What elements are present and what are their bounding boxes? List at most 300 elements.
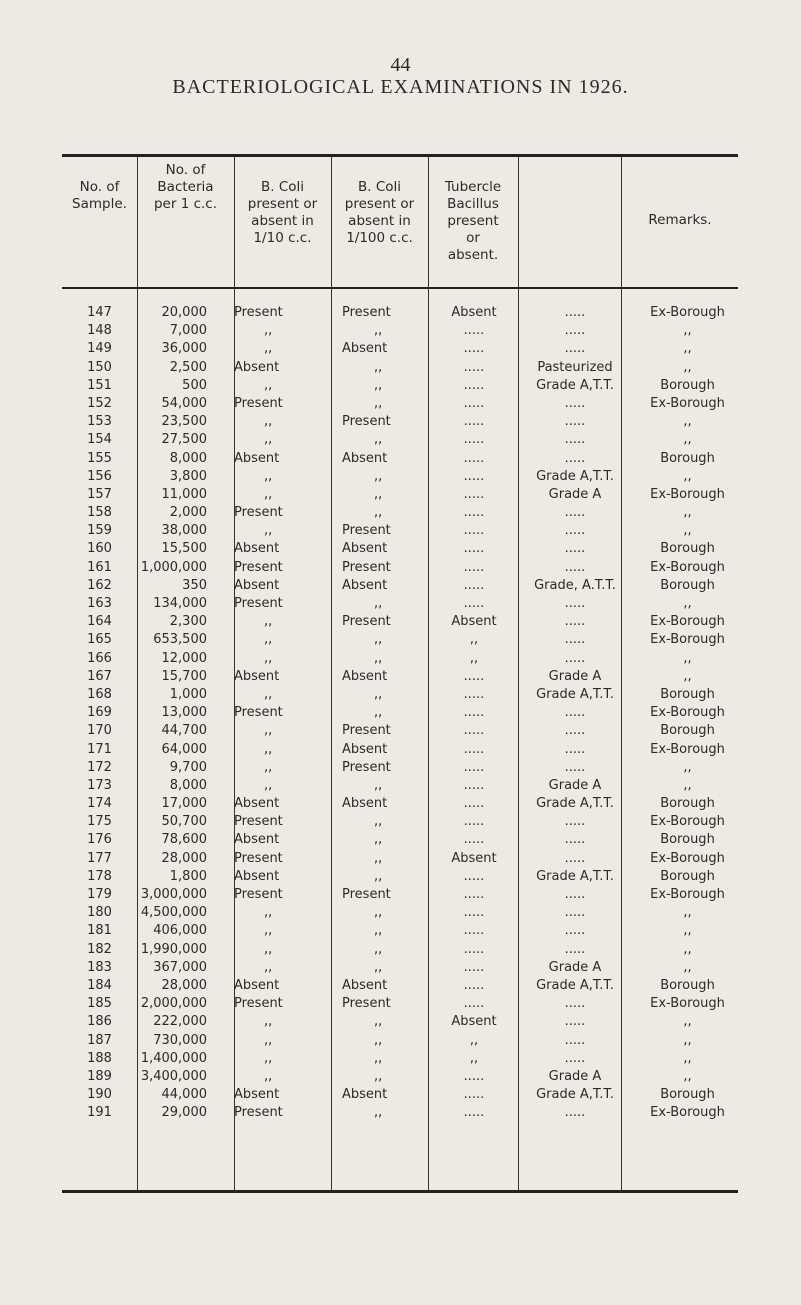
bacteria-count: 15,700: [161, 668, 207, 684]
coli-100-result: ,,: [374, 1105, 383, 1121]
remarks: Borough: [660, 723, 715, 739]
coli-100-result: ,,: [374, 923, 383, 939]
coli-10-result: Absent: [234, 832, 280, 848]
coli-10-result: Present: [234, 559, 283, 575]
sample-number: 171: [87, 741, 112, 757]
table-row: [62, 777, 738, 795]
bacteria-count: 134,000: [153, 596, 207, 611]
remarks: Borough: [660, 796, 715, 812]
tubercle-result: ,,: [469, 1050, 479, 1066]
table-row: [62, 813, 738, 831]
sample-number: 157: [87, 486, 112, 502]
milk-grade: Grade A,T.T.: [536, 1087, 614, 1103]
sample-number: 156: [87, 468, 112, 484]
table-row: [62, 631, 738, 649]
remarks: Borough: [660, 541, 715, 557]
coli-10-result: ,,: [264, 686, 273, 702]
coli-10-result: ,,: [264, 1014, 273, 1030]
milk-grade: .....: [564, 614, 586, 630]
coli-100-result: ,,: [374, 650, 383, 666]
table-row: [62, 359, 738, 377]
sample-number: 185: [87, 996, 112, 1012]
tubercle-result: .....: [463, 432, 485, 448]
coli-100-result: ,,: [374, 432, 383, 448]
coli-100-result: ,,: [374, 486, 383, 502]
bacteria-count: 11,000: [161, 486, 207, 502]
bacteria-count: 3,400,000: [140, 1068, 207, 1084]
milk-grade: .....: [564, 850, 586, 866]
coli-10-result: Present: [234, 395, 283, 411]
milk-grade: .....: [564, 323, 586, 339]
coli-10-result: ,,: [264, 486, 273, 502]
coli-10-result: ,,: [264, 759, 273, 775]
tubercle-result: .....: [463, 377, 485, 393]
table-row: [62, 450, 738, 468]
table-row: [62, 904, 738, 922]
tubercle-result: .....: [463, 505, 485, 521]
coli-100-result: ,,: [374, 323, 383, 339]
sample-number: 166: [87, 650, 112, 666]
bacteria-count: 38,000: [161, 523, 207, 539]
header-separator-rule: [62, 287, 738, 289]
header-coli-100: B. Coli present or absent in 1/100 c.c.: [344, 179, 415, 246]
coli-100-result: ,,: [374, 395, 383, 411]
coli-100-result: Present: [342, 996, 391, 1012]
coli-100-result: Present: [342, 723, 391, 739]
milk-grade: .....: [564, 505, 586, 521]
milk-grade: .....: [564, 741, 586, 757]
coli-100-result: ,,: [374, 814, 383, 830]
table-row: [62, 686, 738, 704]
tubercle-result: .....: [463, 777, 485, 793]
bacteria-count: 44,000: [161, 1087, 207, 1103]
coli-100-result: ,,: [374, 941, 383, 957]
milk-grade: .....: [564, 759, 586, 775]
remarks: ,,: [683, 650, 692, 666]
table-row: [62, 668, 738, 686]
coli-100-result: ,,: [374, 905, 383, 921]
milk-grade: .....: [564, 596, 586, 611]
milk-grade: Grade A,T.T.: [536, 868, 614, 884]
sample-number: 175: [87, 814, 112, 830]
milk-grade: .....: [564, 905, 586, 921]
remarks: ,,: [683, 1050, 692, 1066]
remarks: ,,: [683, 468, 692, 484]
milk-grade: Grade A,T.T.: [536, 796, 614, 812]
bacteria-count: 3,800: [169, 468, 207, 484]
sample-number: 191: [87, 1105, 112, 1121]
coli-100-result: Present: [342, 887, 391, 902]
bacteria-count: 222,000: [153, 1014, 207, 1030]
table-row: [62, 413, 738, 431]
coli-100-result: ,,: [374, 1032, 383, 1048]
coli-100-result: ,,: [374, 686, 383, 702]
coli-10-result: Absent: [234, 796, 280, 812]
table-row: [62, 995, 738, 1013]
bacteria-count: 8,000: [169, 777, 207, 793]
coli-100-result: Absent: [342, 977, 388, 993]
remarks: Ex-Borough: [650, 996, 725, 1012]
tubercle-result: ,,: [469, 650, 479, 666]
tubercle-result: .....: [463, 723, 485, 739]
remarks: Ex-Borough: [650, 632, 725, 648]
table-row: [62, 304, 738, 322]
table-row: [62, 704, 738, 722]
milk-grade: .....: [564, 1014, 586, 1030]
remarks: Borough: [660, 686, 715, 702]
table-bottom-rule: [62, 1190, 738, 1193]
bacteria-count: 8,000: [169, 450, 207, 466]
table-row: [62, 613, 738, 631]
remarks: ,,: [683, 596, 692, 611]
coli-10-result: ,,: [264, 959, 273, 975]
remarks: ,,: [683, 1068, 692, 1084]
remarks: ,,: [683, 1032, 692, 1048]
milk-grade: .....: [564, 832, 586, 848]
sample-number: 149: [87, 341, 112, 357]
coli-100-result: ,,: [374, 359, 383, 375]
coli-10-result: ,,: [264, 323, 273, 339]
milk-grade: Grade A,T.T.: [536, 686, 614, 702]
coli-100-result: Present: [342, 759, 391, 775]
tubercle-result: .....: [463, 1087, 485, 1103]
tubercle-result: Absent: [451, 305, 497, 320]
bacteria-count: 500: [182, 377, 207, 393]
table-row: [62, 977, 738, 995]
coli-100-result: Absent: [342, 1087, 388, 1103]
milk-grade: .....: [564, 632, 586, 648]
coli-10-result: Absent: [234, 1087, 280, 1103]
remarks: Ex-Borough: [650, 1105, 725, 1121]
sample-number: 161: [87, 559, 112, 575]
tubercle-result: .....: [463, 523, 485, 539]
coli-10-result: ,,: [264, 614, 273, 630]
bacteria-count: 23,500: [161, 414, 207, 430]
coli-100-result: ,,: [374, 868, 383, 884]
tubercle-result: .....: [463, 686, 485, 702]
tubercle-result: .....: [463, 705, 485, 721]
coli-10-result: Absent: [234, 668, 280, 684]
milk-grade: Grade A: [548, 486, 602, 502]
sample-number: 165: [87, 632, 112, 648]
coli-10-result: Absent: [234, 977, 280, 993]
sample-number: 188: [87, 1050, 112, 1066]
tubercle-result: .....: [463, 541, 485, 557]
table-row: [62, 650, 738, 668]
coli-100-result: Absent: [342, 796, 388, 812]
bacteria-count: 13,000: [161, 705, 207, 721]
coli-100-result: ,,: [374, 832, 383, 848]
tubercle-result: .....: [463, 596, 485, 611]
table-row: [62, 922, 738, 940]
coli-100-result: ,,: [374, 505, 383, 521]
bacteria-count: 653,500: [153, 632, 207, 648]
sample-number: 153: [87, 414, 112, 430]
sample-number: 154: [87, 432, 112, 448]
milk-grade: Grade A,T.T.: [536, 377, 614, 393]
tubercle-result: .....: [463, 814, 485, 830]
bacteria-count: 9,700: [169, 759, 207, 775]
coli-10-result: ,,: [264, 377, 273, 393]
tubercle-result: .....: [463, 668, 485, 684]
bacteria-count: 50,700: [161, 814, 207, 830]
tubercle-result: .....: [463, 414, 485, 430]
remarks: Ex-Borough: [650, 559, 725, 575]
table-row: [62, 722, 738, 740]
sample-number: 186: [87, 1014, 112, 1030]
tubercle-result: .....: [463, 323, 485, 339]
header-remarks: Remarks.: [648, 212, 712, 228]
tubercle-result: Absent: [451, 614, 497, 630]
tubercle-result: .....: [463, 468, 485, 484]
page-title: BACTERIOLOGICAL EXAMINATIONS IN 1926.: [172, 76, 629, 98]
remarks: ,,: [683, 359, 692, 375]
coli-10-result: Absent: [234, 868, 280, 884]
sample-number: 158: [87, 505, 112, 521]
tubercle-result: .....: [463, 577, 485, 593]
coli-100-result: ,,: [374, 1014, 383, 1030]
remarks: Borough: [660, 832, 715, 848]
table-row: [62, 1086, 738, 1104]
remarks: ,,: [683, 941, 692, 957]
table-row: [62, 850, 738, 868]
tubercle-result: .....: [463, 450, 485, 466]
bacteria-count: 2,000,000: [140, 996, 207, 1012]
bacteria-count: 36,000: [161, 341, 207, 357]
bacteria-count: 2,500: [169, 359, 207, 375]
sample-number: 184: [87, 977, 112, 993]
table-row: [62, 868, 738, 886]
sample-number: 179: [87, 887, 112, 902]
coli-10-result: ,,: [264, 632, 273, 648]
remarks: Borough: [660, 450, 715, 466]
table-row: [62, 322, 738, 340]
sample-number: 168: [87, 686, 112, 702]
bacteria-count: 730,000: [153, 1032, 207, 1048]
tubercle-result: .....: [463, 1105, 485, 1121]
coli-100-result: ,,: [374, 705, 383, 721]
bacteria-count: 1,000: [169, 686, 207, 702]
milk-grade: .....: [564, 432, 586, 448]
tubercle-result: Absent: [451, 850, 497, 866]
coli-10-result: ,,: [264, 523, 273, 539]
sample-number: 187: [87, 1032, 112, 1048]
sample-number: 173: [87, 777, 112, 793]
tubercle-result: .....: [463, 741, 485, 757]
table-top-rule: [62, 154, 738, 157]
remarks: ,,: [683, 668, 692, 684]
remarks: Ex-Borough: [650, 486, 725, 502]
milk-grade: .....: [564, 1050, 586, 1066]
coli-10-result: ,,: [264, 1050, 273, 1066]
coli-10-result: ,,: [264, 1032, 273, 1048]
milk-grade: .....: [564, 305, 586, 320]
table-body: [62, 304, 738, 1122]
table-row: [62, 540, 738, 558]
sample-number: 180: [87, 905, 112, 921]
table-row: [62, 886, 738, 904]
table-row: [62, 941, 738, 959]
header-coli-10: B. Coli present or absent in 1/10 c.c.: [247, 179, 318, 246]
tubercle-result: .....: [463, 996, 485, 1012]
bacteria-count: 1,000,000: [140, 559, 207, 575]
sample-number: 177: [87, 850, 112, 866]
bacteria-count: 20,000: [161, 305, 207, 320]
remarks: Ex-Borough: [650, 395, 725, 411]
coli-100-result: Absent: [342, 741, 388, 757]
milk-grade: Pasteurized: [537, 359, 613, 375]
header-bacteria: No. of Bacteria per 1 c.c.: [153, 162, 218, 212]
tubercle-result: .....: [463, 959, 485, 975]
sample-number: 162: [87, 577, 112, 593]
coli-10-result: ,,: [264, 741, 273, 757]
coli-100-result: ,,: [374, 468, 383, 484]
bacteria-count: 3,000,000: [140, 887, 207, 902]
milk-grade: .....: [564, 341, 586, 357]
sample-number: 181: [87, 923, 112, 939]
remarks: ,,: [683, 959, 692, 975]
coli-10-result: ,,: [264, 468, 273, 484]
tubercle-result: .....: [463, 796, 485, 812]
coli-10-result: ,,: [264, 905, 273, 921]
bacteria-count: 1,800: [169, 868, 207, 884]
tubercle-result: .....: [463, 359, 485, 375]
milk-grade: .....: [564, 1032, 586, 1048]
coli-100-result: Absent: [342, 341, 388, 357]
sample-number: 178: [87, 868, 112, 884]
tubercle-result: Absent: [451, 1014, 497, 1030]
sample-number: 160: [87, 541, 112, 557]
tubercle-result: .....: [463, 887, 485, 902]
bacteria-count: 1,990,000: [140, 941, 207, 957]
coli-10-result: Present: [234, 850, 283, 866]
sample-number: 183: [87, 959, 112, 975]
coli-10-result: Present: [234, 887, 283, 902]
tubercle-result: .....: [463, 341, 485, 357]
coli-100-result: Absent: [342, 450, 388, 466]
bacteria-count: 2,300: [169, 614, 207, 630]
table-row: [62, 1068, 738, 1086]
sample-number: 159: [87, 523, 112, 539]
table-row: [62, 486, 738, 504]
bacteria-count: 15,500: [161, 541, 207, 557]
milk-grade: .....: [564, 705, 586, 721]
remarks: ,,: [683, 323, 692, 339]
milk-grade: .....: [564, 996, 586, 1012]
milk-grade: Grade A: [548, 1068, 602, 1084]
table-row: [62, 759, 738, 777]
milk-grade: .....: [564, 650, 586, 666]
bacteria-count: 1,400,000: [140, 1050, 207, 1066]
remarks: ,,: [683, 505, 692, 521]
table-row: [62, 522, 738, 540]
remarks: Borough: [660, 377, 715, 393]
milk-grade: Grade A,T.T.: [536, 468, 614, 484]
tubercle-result: .....: [463, 977, 485, 993]
coli-10-result: ,,: [264, 1068, 273, 1084]
sample-number: 150: [87, 359, 112, 375]
bacteria-count: 4,500,000: [140, 905, 207, 921]
tubercle-result: .....: [463, 486, 485, 502]
table-row: [62, 1050, 738, 1068]
tubercle-result: .....: [463, 395, 485, 411]
tubercle-result: ,,: [469, 632, 479, 648]
coli-100-result: Absent: [342, 668, 388, 684]
milk-grade: .....: [564, 941, 586, 957]
milk-grade: Grade A,T.T.: [536, 977, 614, 993]
table-row: [62, 340, 738, 358]
sample-number: 174: [87, 796, 112, 812]
remarks: ,,: [683, 432, 692, 448]
milk-grade: .....: [564, 395, 586, 411]
coli-100-result: Present: [342, 414, 391, 430]
coli-10-result: Present: [234, 814, 283, 830]
coli-100-result: ,,: [374, 1050, 383, 1066]
table-row: [62, 431, 738, 449]
coli-100-result: ,,: [374, 959, 383, 975]
coli-100-result: ,,: [374, 632, 383, 648]
coli-10-result: Present: [234, 596, 283, 611]
remarks: ,,: [683, 905, 692, 921]
remarks: ,,: [683, 523, 692, 539]
table-row: [62, 1013, 738, 1031]
coli-10-result: Present: [234, 705, 283, 721]
table-row: [62, 959, 738, 977]
milk-grade: .....: [564, 814, 586, 830]
milk-grade: .....: [564, 414, 586, 430]
coli-10-result: Present: [234, 305, 283, 320]
sample-number: 190: [87, 1087, 112, 1103]
sample-number: 152: [87, 395, 112, 411]
remarks: Ex-Borough: [650, 850, 725, 866]
table-row: [62, 1104, 738, 1122]
coli-100-result: Absent: [342, 577, 388, 593]
milk-grade: Grade A: [548, 668, 602, 684]
remarks: Borough: [660, 577, 715, 593]
coli-10-result: Absent: [234, 577, 280, 593]
milk-grade: .....: [564, 923, 586, 939]
remarks: Borough: [660, 977, 715, 993]
table-row: [62, 377, 738, 395]
sample-number: 172: [87, 759, 112, 775]
bacteria-count: 406,000: [153, 923, 207, 939]
milk-grade: .....: [564, 1105, 586, 1121]
coli-10-result: ,,: [264, 414, 273, 430]
remarks: Ex-Borough: [650, 741, 725, 757]
table-row: [62, 1032, 738, 1050]
remarks: Ex-Borough: [650, 814, 725, 830]
coli-10-result: ,,: [264, 923, 273, 939]
milk-grade: .....: [564, 541, 586, 557]
table-row: [62, 741, 738, 759]
tubercle-result: .....: [463, 941, 485, 957]
coli-10-result: Present: [234, 505, 283, 521]
remarks: ,,: [683, 777, 692, 793]
bacteria-count: 27,500: [161, 432, 207, 448]
table-row: [62, 468, 738, 486]
sample-number: 164: [87, 614, 112, 630]
remarks: ,,: [683, 341, 692, 357]
coli-10-result: Present: [234, 996, 283, 1012]
header-tubercle: Tubercle Bacillus present or absent.: [444, 179, 502, 263]
table-row: [62, 559, 738, 577]
coli-100-result: Absent: [342, 541, 388, 557]
sample-number: 151: [87, 377, 112, 393]
coli-10-result: ,,: [264, 650, 273, 666]
remarks: Ex-Borough: [650, 887, 725, 902]
coli-10-result: Absent: [234, 541, 280, 557]
coli-100-result: ,,: [374, 850, 383, 866]
